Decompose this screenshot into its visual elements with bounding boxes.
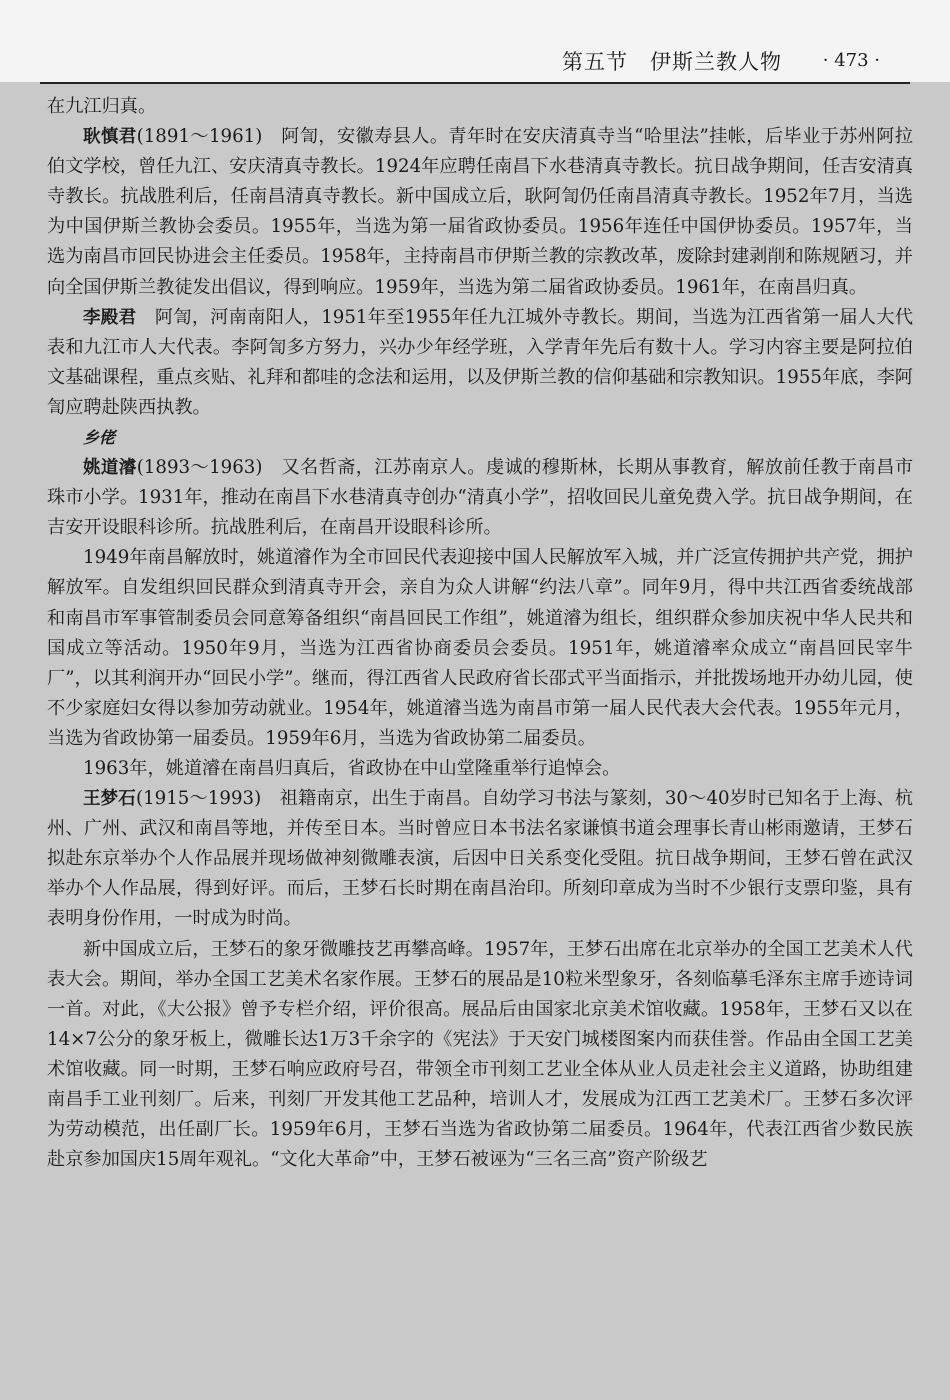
biography-wang-mengshi [47,784,913,934]
section-heading: 乡佬 [83,428,116,448]
biography-text: 阿訇，河南南阳人，1951年至1955年任九江城外寺教长。期间，当选为江西省第一届人大代表和九江市人大代表。李阿訇多方努力，兴办少年经学班，入学青年先后有数十人。学习内容主要是阿拉伯文基础课程，重点亥贴、礼拜和都哇的念法和运用，以及伊斯兰教的信仰基础和宗教知识。1955年底，李阿訇应聘赴陕西执教。 [47,306,914,418]
biography-text: (1915～1993) 祖籍南京，出生于南昌。自幼学习书法与篆刻，30～40岁时已知名于上海、杭州、广州、武汉和南昌等地，并传至日本。当时曾应日本书法名家谦慎书道会理事长青山彬雨邀请，王梦石拟赴东京举办个人作品展并现场做神刻微雕表演，后因中日关系变化受阻。抗日战争期间，王梦石曾在武汉举办个人作品展，得到好评。而后，王梦石长时期在南昌治印。所刻印章成为当时不少银行支票印鉴，具有表明身份作用，一时成为时尚。 [47,788,914,930]
person-name: 耿慎君 [83,127,137,148]
person-name: 李殿君 [83,307,137,328]
person-name: 姚道濬 [83,458,137,479]
biography-li-dianjun [47,303,913,423]
paragraph: 1963年，姚道濬在南昌归真后，省政协在中山堂隆重举行追悼会。 [83,757,621,779]
chapter-section-title: 第五节 伊斯兰教人物 [562,50,782,74]
paragraph-continuation: 在九江归真。 [47,96,157,117]
person-name: 王梦石 [83,789,136,810]
biography-text: (1893～1963) 又名哲斋，江苏南京人。虔诚的穆斯林，长期从事教育，解放前任教于南昌市珠市小学。1931年，推动在南昌下水巷清真寺创办“清真小学”，招收回民儿童免费入学。抗日战争期间，在吉安开设眼科诊所。抗战胜利后，在南昌开设眼科诊所。 [47,457,914,539]
biography-text: (1891～1961) 阿訇，安徽寿县人。青年时在安庆清真寺当“哈里法”挂帐，后毕业于苏州阿拉伯文学校，曾任九江、安庆清真寺教长。1924年应聘任南昌下水巷清真寺教长。抗日战争期间，任吉安清真寺教长。抗战胜利后，任南昌清真寺教长。新中国成立后，耿阿訇仍任南昌清真寺教长。1952年7月，当选为中国伊斯兰教协会委员。1955年，当选为第一届省政协委员。1956年连任中国伊协委员。1957年，当选为南昌市回民协进会主任委员。1958年，主持南昌市伊斯兰教的宗教改革，废除封建剥削和陈规陋习，并向全国伊斯兰教徒发出倡议，得到响应。1959年，当选为第二届省政协委员。1961年，在南昌归真。 [47,126,913,298]
biography-geng-shenjun [47,122,913,303]
paragraph: 新中国成立后，王梦石的象牙微雕技艺再攀高峰。1957年，王梦石出席在北京举办的全国工艺美术人代表大会。期间，举办全国工艺美术名家作展。王梦石的展品是10粒米型象牙，各刻临摹毛泽东主席手迹诗词一首。对此，《大公报》曾予专栏介绍，评价很高。展品后由国家北京美术馆收藏。1958年，王梦石又以在14×7公分的象牙板上，微雕长达1万3千余字的《宪法》于天安门城楼图案内而获佳誉。作品由全国工艺美术馆收藏。同一时期，王梦石响应政府号召，带领全市刊刻工艺业全体从业人员走社会主义道路，协助组建南昌手工业刊刻厂。后来，刊刻厂开发其他工艺品种，培训人才，发展成为江西工艺美术厂。王梦石多次评为劳动模范，出任副厂长。1959年6月，王梦石当选为省政协第二届委员。1964年，代表江西省少数民族赴京参加国庆15周年观礼。“文化大革命”中，王梦石被诬为“三名三高”资产阶级艺 [47,938,913,1171]
paragraph: 1949年南昌解放时，姚道濬作为全市回民代表迎接中国人民解放军入城，并广泛宣传拥护共产党，拥护解放军。自发组织回民群众到清真寺开会，亲自为众人讲解“约法八章”。同年9月，得中共江西省委统战部和南昌市军事管制委员会同意筹备组织“南昌回民工作组”，姚道濬为组长，组织群众参加庆祝中华人民共和国成立等活动。1950年9月，当选为江西省协商委员会委员。1951年，姚道濬率众成立“南昌回民宰牛厂”，以其利润开办“回民小学”。继而，得江西省人民政府省长邵式平当面指示，并批拨场地开办幼儿园，使不少家庭妇女得以参加劳动就业。1954年，姚道濬当选为南昌市第一届人民代表大会代表。1955年元月，当选为省政协第一届委员。1959年6月，当选为省政协第二届委员。 [47,547,913,749]
page-number: · 473 · [822,50,880,71]
biography-yao-daojun [47,453,913,543]
body-text [47,92,913,1175]
running-header [40,38,910,84]
